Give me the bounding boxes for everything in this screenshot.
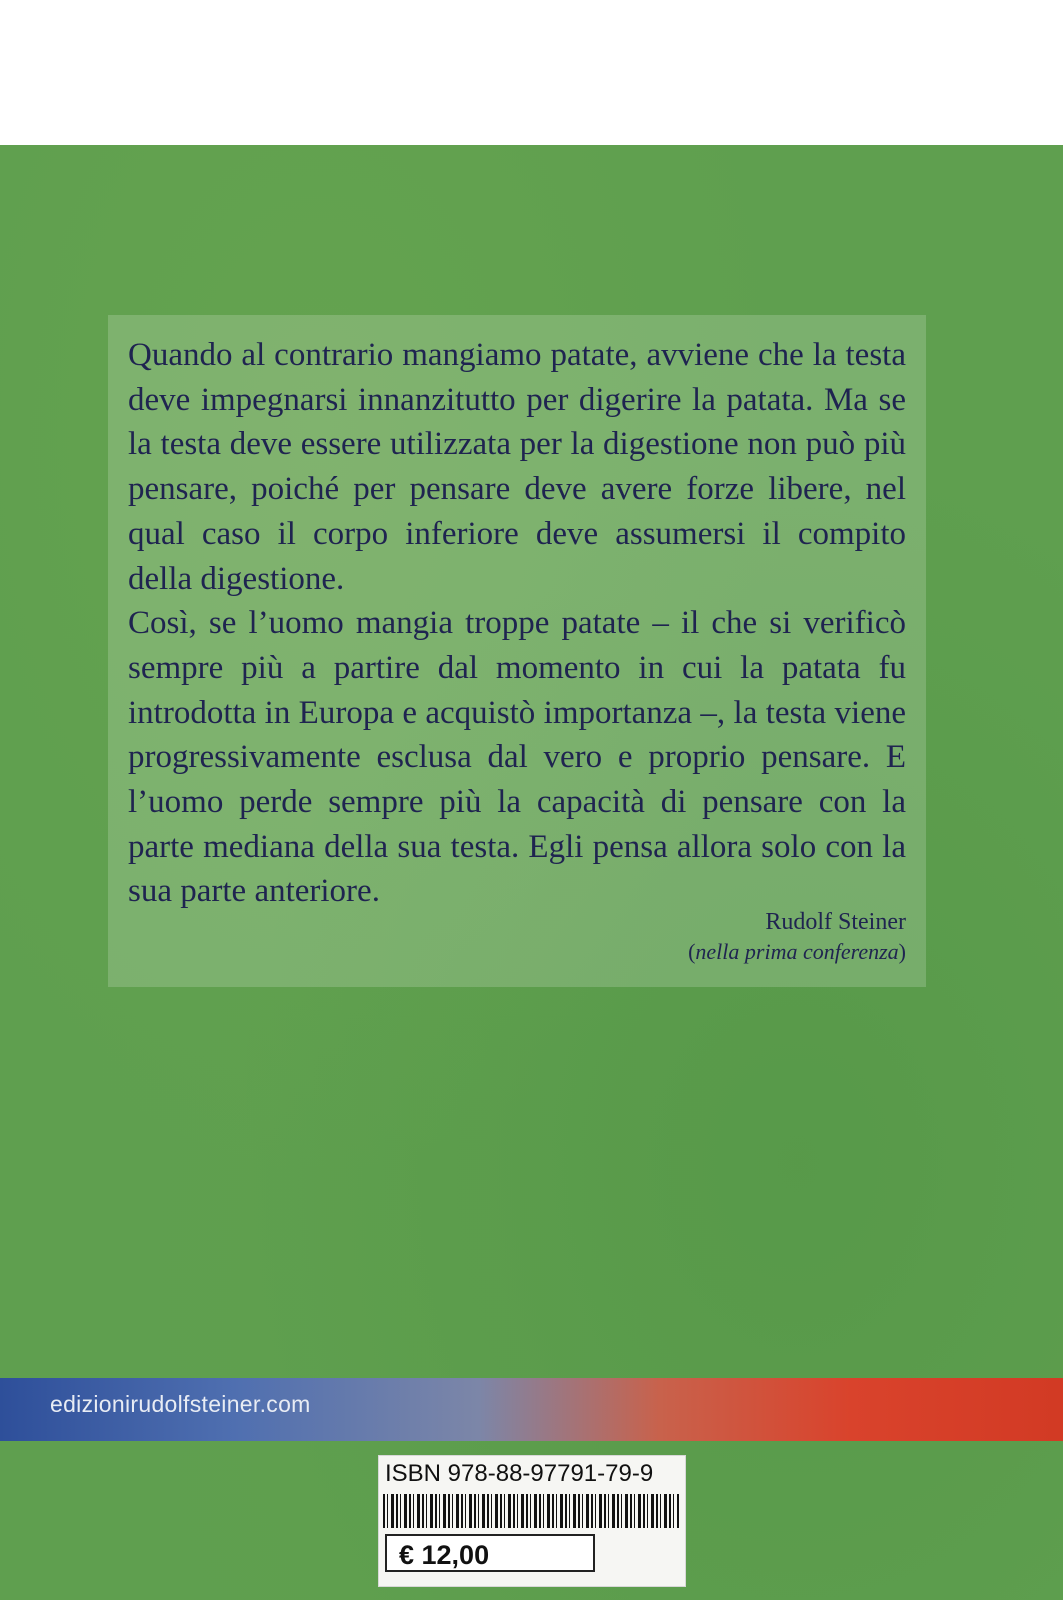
isbn-label: ISBN 978-88-97791-79-9 [385,1460,654,1487]
quote-text [128,333,906,914]
barcode [383,1494,679,1528]
quote-panel [108,315,926,987]
quote-source [688,937,906,967]
publisher-website: edizionirudolfsteiner.com [50,1391,311,1417]
price-box [385,1534,595,1572]
source-open-paren: ( [688,939,696,964]
quote-author: Rudolf Steiner [765,909,906,935]
quote-paragraph-1: Quando al contrario mangiamo patate, avviene che la testa deve impegnarsi innanzitutto per digerire la patata. Ma se la testa deve essere utilizzata per la digestione non può più pensare, poiché per pensare deve avere forze libere, nel qual caso il corpo inferiore deve assumersi il compito della digestione. [128,337,906,597]
attribution [688,907,906,967]
price-label: € 12,00 [399,1540,490,1570]
source-close-paren: ) [898,939,906,964]
price-sticker [378,1455,686,1587]
source-title: nella prima conferenza [695,939,899,964]
quote-paragraph-2: Così, se l’uomo mangia troppe patate – il che si verificò sempre più a partire dal momento in cui la patata fu introdotta in Europa e acquistò importanza –, la testa viene progressivamente esclusa dal vero e proprio pensare. E l’uomo perde sempre più la capacità di pensare con la parte mediana della sua testa. Egli pensa allora solo con la sua parte anteriore. [128,605,906,910]
